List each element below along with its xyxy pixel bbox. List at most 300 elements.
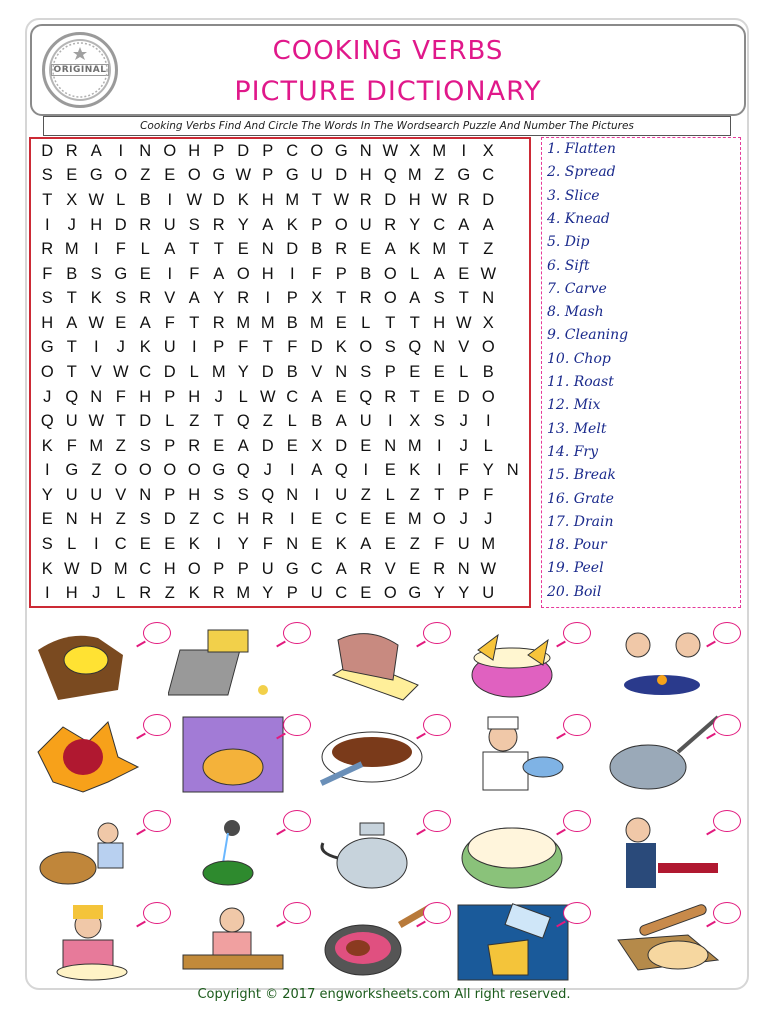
grid-letter[interactable]: B	[360, 264, 372, 283]
grid-letter[interactable]: E	[384, 510, 396, 529]
grid-letter[interactable]: R	[384, 387, 397, 406]
grid-letter[interactable]: X	[66, 190, 78, 209]
grid-letter[interactable]: B	[139, 190, 151, 209]
grid-letter[interactable]: X	[482, 141, 494, 160]
grid-letter[interactable]: E	[409, 362, 421, 381]
grid-letter[interactable]: Q	[359, 387, 373, 406]
grid-letter[interactable]: D	[457, 387, 470, 406]
grid-letter[interactable]: X	[311, 289, 323, 308]
grid-letter[interactable]: N	[286, 535, 299, 554]
grid-letter[interactable]: R	[212, 584, 225, 603]
grid-letter[interactable]: L	[116, 584, 126, 603]
grid-letter[interactable]: T	[336, 289, 347, 308]
grid-letter[interactable]: Q	[408, 338, 422, 357]
grid-letter[interactable]: A	[262, 215, 274, 234]
grid-letter[interactable]: U	[261, 559, 274, 578]
grid-letter[interactable]: G	[212, 166, 226, 185]
grid-letter[interactable]: D	[286, 240, 299, 259]
grid-letter[interactable]: P	[286, 289, 298, 308]
grid-letter[interactable]: E	[311, 535, 323, 554]
number-answer-bubble[interactable]	[143, 810, 171, 832]
number-answer-bubble[interactable]	[143, 714, 171, 736]
grid-letter[interactable]: L	[189, 362, 199, 381]
grid-letter[interactable]: M	[309, 313, 324, 332]
grid-letter[interactable]: D	[261, 362, 274, 381]
grid-letter[interactable]: V	[458, 338, 470, 357]
grid-letter[interactable]: U	[163, 215, 176, 234]
grid-letter[interactable]: N	[506, 461, 519, 480]
grid-letter[interactable]: R	[65, 141, 78, 160]
grid-letter[interactable]: W	[333, 190, 350, 209]
grid-letter[interactable]: E	[360, 240, 372, 259]
grid-letter[interactable]: P	[164, 485, 176, 504]
grid-letter[interactable]: G	[408, 584, 422, 603]
number-answer-bubble[interactable]	[563, 810, 591, 832]
number-answer-bubble[interactable]	[423, 714, 451, 736]
grid-letter[interactable]: I	[44, 215, 50, 234]
number-answer-bubble[interactable]	[423, 810, 451, 832]
grid-letter[interactable]: M	[211, 362, 226, 381]
grid-letter[interactable]: Z	[409, 485, 420, 504]
grid-letter[interactable]: C	[286, 387, 299, 406]
grid-letter[interactable]	[501, 557, 526, 582]
grid-letter[interactable]: P	[262, 166, 274, 185]
grid-letter[interactable]: J	[214, 387, 223, 406]
grid-letter[interactable]: K	[41, 436, 53, 455]
grid-letter[interactable]: F	[434, 535, 445, 554]
grid-letter[interactable]: K	[139, 338, 151, 357]
grid-letter[interactable]: R	[212, 313, 225, 332]
grid-letter[interactable]: Z	[360, 485, 371, 504]
grid-letter[interactable]: I	[363, 461, 369, 480]
grid-letter[interactable]: D	[310, 338, 323, 357]
grid-letter[interactable]: L	[140, 240, 150, 259]
grid-letter[interactable]: D	[212, 190, 225, 209]
grid-letter[interactable]: W	[88, 313, 105, 332]
grid-letter[interactable]: J	[116, 338, 125, 357]
grid-letter[interactable]: L	[67, 535, 77, 554]
grid-letter[interactable]	[501, 213, 526, 238]
grid-letter[interactable]: S	[433, 289, 445, 308]
grid-letter[interactable]: N	[335, 362, 348, 381]
grid-letter[interactable]: W	[63, 559, 80, 578]
grid-letter[interactable]: H	[90, 215, 103, 234]
grid-letter[interactable]: O	[114, 461, 128, 480]
grid-letter[interactable]: V	[115, 485, 127, 504]
grid-letter[interactable]: L	[116, 190, 126, 209]
grid-letter[interactable]: S	[237, 485, 249, 504]
grid-letter[interactable]: I	[289, 510, 295, 529]
number-answer-bubble[interactable]	[143, 622, 171, 644]
grid-letter[interactable]: G	[285, 559, 299, 578]
grid-letter[interactable]: P	[458, 485, 470, 504]
grid-letter[interactable]: E	[433, 362, 445, 381]
grid-letter[interactable]: A	[66, 313, 78, 332]
grid-letter[interactable]: A	[311, 461, 323, 480]
grid-letter[interactable]: R	[212, 215, 225, 234]
grid-letter[interactable]: F	[458, 461, 469, 480]
grid-letter[interactable]: G	[334, 141, 348, 160]
grid-letter[interactable]: L	[385, 485, 395, 504]
grid-letter[interactable]: R	[433, 559, 446, 578]
grid-letter[interactable]: M	[113, 559, 128, 578]
grid-letter[interactable]: H	[188, 141, 201, 160]
grid-letter[interactable]: Y	[213, 289, 225, 308]
grid-letter[interactable]: X	[311, 436, 323, 455]
grid-letter[interactable]: U	[482, 584, 495, 603]
grid-letter[interactable]: F	[262, 535, 273, 554]
grid-letter[interactable]: D	[41, 141, 54, 160]
grid-letter[interactable]: E	[458, 264, 470, 283]
number-answer-bubble[interactable]	[713, 810, 741, 832]
grid-letter[interactable]: S	[90, 264, 102, 283]
grid-letter[interactable]: U	[359, 412, 372, 431]
grid-letter[interactable]: K	[41, 559, 53, 578]
number-answer-bubble[interactable]	[283, 622, 311, 644]
grid-letter[interactable]	[501, 508, 526, 533]
grid-letter[interactable]	[501, 188, 526, 213]
word-search-grid[interactable]	[29, 137, 531, 608]
grid-letter[interactable]: T	[66, 362, 77, 381]
grid-letter[interactable]: D	[261, 436, 274, 455]
grid-letter[interactable]: V	[311, 362, 323, 381]
grid-letter[interactable]: A	[384, 240, 396, 259]
grid-letter[interactable]: O	[114, 166, 128, 185]
grid-letter[interactable]: Z	[91, 461, 102, 480]
grid-letter[interactable]: S	[41, 535, 53, 554]
grid-letter[interactable]: D	[335, 166, 348, 185]
grid-letter[interactable]: E	[335, 387, 347, 406]
grid-letter[interactable]: I	[93, 535, 99, 554]
grid-letter[interactable]: S	[41, 166, 53, 185]
grid-letter[interactable]: E	[213, 436, 225, 455]
grid-letter[interactable]: I	[44, 461, 50, 480]
grid-letter[interactable]: W	[480, 264, 497, 283]
grid-letter[interactable]: S	[139, 510, 151, 529]
grid-letter[interactable]: T	[385, 313, 396, 332]
grid-letter[interactable]: I	[289, 461, 295, 480]
grid-letter[interactable]: R	[359, 190, 372, 209]
grid-letter[interactable]: T	[262, 338, 273, 357]
grid-letter[interactable]: S	[213, 485, 225, 504]
grid-letter[interactable]: A	[164, 240, 176, 259]
grid-letter[interactable]: F	[238, 338, 249, 357]
grid-letter[interactable]: P	[311, 215, 323, 234]
grid-letter[interactable]: J	[459, 510, 468, 529]
grid-letter[interactable]	[501, 532, 526, 557]
grid-letter[interactable]	[501, 237, 526, 262]
grid-letter[interactable]: H	[408, 190, 421, 209]
grid-letter[interactable]: C	[310, 559, 323, 578]
grid-letter[interactable]: E	[384, 461, 396, 480]
grid-letter[interactable]: I	[167, 264, 173, 283]
grid-letter[interactable]: W	[480, 559, 497, 578]
grid-letter[interactable]: H	[41, 313, 54, 332]
grid-letter[interactable]: R	[261, 510, 274, 529]
grid-letter[interactable]	[501, 434, 526, 459]
grid-letter[interactable]: O	[481, 338, 495, 357]
grid-letter[interactable]: P	[286, 584, 298, 603]
grid-letter[interactable]: K	[409, 240, 421, 259]
grid-letter[interactable]: I	[265, 289, 271, 308]
grid-letter[interactable]: Y	[41, 485, 53, 504]
grid-letter[interactable]: V	[384, 559, 396, 578]
grid-letter[interactable]: D	[384, 190, 397, 209]
grid-letter[interactable]: E	[164, 166, 176, 185]
grid-letter[interactable]: U	[90, 485, 103, 504]
grid-letter[interactable]: J	[92, 584, 101, 603]
grid-letter[interactable]	[501, 581, 526, 606]
grid-letter[interactable]: Q	[40, 412, 54, 431]
grid-letter[interactable]: W	[112, 362, 129, 381]
grid-letter[interactable]: Z	[115, 510, 126, 529]
grid-letter[interactable]: G	[114, 264, 128, 283]
grid-letter[interactable]: C	[212, 510, 225, 529]
grid-letter[interactable]: A	[237, 436, 249, 455]
grid-letter[interactable]: A	[360, 535, 372, 554]
grid-letter[interactable]: M	[260, 313, 275, 332]
grid-letter[interactable]: H	[237, 510, 250, 529]
grid-letter[interactable]: Q	[65, 387, 79, 406]
number-answer-bubble[interactable]	[283, 810, 311, 832]
grid-letter[interactable]: E	[384, 535, 396, 554]
grid-letter[interactable]: O	[187, 461, 201, 480]
grid-letter[interactable]: R	[457, 190, 470, 209]
grid-letter[interactable]: Z	[189, 510, 200, 529]
grid-letter[interactable]: D	[163, 362, 176, 381]
grid-letter[interactable]: N	[482, 289, 495, 308]
grid-letter[interactable]: S	[41, 289, 53, 308]
grid-letter[interactable]: E	[335, 313, 347, 332]
grid-letter[interactable]: O	[187, 166, 201, 185]
grid-letter[interactable]: A	[139, 313, 151, 332]
grid-letter[interactable]: W	[235, 166, 252, 185]
grid-letter[interactable]: B	[66, 264, 78, 283]
grid-letter[interactable]: C	[335, 510, 348, 529]
grid-letter[interactable]: K	[188, 584, 200, 603]
grid-letter[interactable]: E	[139, 535, 151, 554]
grid-letter[interactable]: N	[65, 510, 78, 529]
grid-letter[interactable]: Y	[237, 215, 249, 234]
grid-letter[interactable]: M	[89, 436, 104, 455]
grid-letter[interactable]: Z	[483, 240, 494, 259]
grid-letter[interactable]: T	[213, 240, 224, 259]
grid-letter[interactable]: I	[485, 412, 491, 431]
number-answer-bubble[interactable]	[563, 902, 591, 924]
grid-letter[interactable]: Y	[409, 215, 421, 234]
grid-letter[interactable]: Y	[458, 584, 470, 603]
grid-letter[interactable]: I	[93, 338, 99, 357]
grid-letter[interactable]: I	[216, 535, 222, 554]
number-answer-bubble[interactable]	[563, 622, 591, 644]
grid-letter[interactable]: W	[431, 190, 448, 209]
grid-letter[interactable]: F	[115, 240, 126, 259]
grid-letter[interactable]: U	[335, 485, 348, 504]
grid-letter[interactable]: Q	[383, 166, 397, 185]
grid-letter[interactable]: A	[90, 141, 102, 160]
grid-letter[interactable]: L	[410, 264, 420, 283]
grid-letter[interactable]: O	[163, 141, 177, 160]
grid-letter[interactable]: I	[289, 264, 295, 283]
grid-letter[interactable]	[501, 385, 526, 410]
grid-letter[interactable]: F	[164, 313, 175, 332]
grid-letter[interactable]: O	[138, 461, 152, 480]
number-answer-bubble[interactable]	[283, 902, 311, 924]
grid-letter[interactable]: L	[287, 412, 297, 431]
grid-letter[interactable]: Q	[261, 485, 275, 504]
number-answer-bubble[interactable]	[563, 714, 591, 736]
grid-letter[interactable]: U	[310, 166, 323, 185]
grid-letter[interactable]: T	[189, 240, 200, 259]
grid-letter[interactable]: T	[458, 240, 469, 259]
grid-letter[interactable]: T	[213, 412, 224, 431]
grid-letter[interactable]: I	[436, 436, 442, 455]
grid-letter[interactable]: E	[286, 436, 298, 455]
grid-letter[interactable]: D	[237, 141, 250, 160]
grid-letter[interactable]: M	[285, 190, 300, 209]
grid-letter[interactable]: O	[481, 387, 495, 406]
grid-letter[interactable]: B	[482, 362, 494, 381]
grid-letter[interactable]: R	[359, 289, 372, 308]
grid-letter[interactable]: C	[482, 166, 495, 185]
grid-letter[interactable]: H	[261, 264, 274, 283]
grid-letter[interactable]: I	[44, 584, 50, 603]
grid-letter[interactable]: O	[334, 215, 348, 234]
grid-letter[interactable]: N	[90, 387, 103, 406]
grid-letter[interactable]: R	[359, 559, 372, 578]
grid-letter[interactable]: A	[458, 215, 470, 234]
grid-letter[interactable]: O	[383, 289, 397, 308]
grid-letter[interactable]: O	[236, 264, 250, 283]
grid-letter[interactable]: K	[286, 215, 298, 234]
grid-letter[interactable]: T	[66, 289, 77, 308]
grid-letter[interactable]: W	[186, 190, 203, 209]
grid-letter[interactable]: P	[164, 387, 176, 406]
grid-letter[interactable]: Z	[189, 412, 200, 431]
grid-letter[interactable]: L	[165, 412, 175, 431]
grid-letter[interactable]: P	[262, 141, 274, 160]
grid-letter[interactable]: G	[40, 338, 54, 357]
grid-letter[interactable]: W	[88, 412, 105, 431]
grid-letter[interactable]: N	[457, 559, 470, 578]
grid-letter[interactable]: H	[188, 485, 201, 504]
grid-letter[interactable]: J	[263, 461, 272, 480]
grid-letter[interactable]: S	[433, 412, 445, 431]
grid-letter[interactable]: K	[237, 190, 249, 209]
grid-letter[interactable]: R	[139, 584, 152, 603]
grid-letter[interactable]: D	[482, 190, 495, 209]
grid-letter[interactable]: M	[236, 313, 251, 332]
grid-letter[interactable]: A	[188, 289, 200, 308]
grid-letter[interactable]: H	[163, 559, 176, 578]
grid-letter[interactable]	[501, 409, 526, 434]
grid-letter[interactable]: T	[409, 387, 420, 406]
grid-letter[interactable]: O	[40, 362, 54, 381]
grid-letter[interactable]	[501, 360, 526, 385]
grid-letter[interactable]: E	[433, 387, 445, 406]
grid-letter[interactable]: Q	[236, 461, 250, 480]
grid-letter[interactable]: N	[286, 485, 299, 504]
grid-letter[interactable]: Y	[433, 584, 445, 603]
grid-letter[interactable]: G	[212, 461, 226, 480]
grid-letter[interactable]: N	[384, 436, 397, 455]
grid-letter[interactable]: G	[285, 166, 299, 185]
grid-letter[interactable]: H	[261, 190, 274, 209]
grid-letter[interactable]	[501, 336, 526, 361]
grid-letter[interactable]: L	[459, 362, 469, 381]
grid-letter[interactable]: R	[41, 240, 54, 259]
grid-letter[interactable]: Y	[237, 362, 249, 381]
grid-letter[interactable]: Y	[237, 535, 249, 554]
grid-letter[interactable]: A	[335, 559, 347, 578]
grid-letter[interactable]: J	[459, 412, 468, 431]
grid-letter[interactable]: M	[407, 436, 422, 455]
grid-letter[interactable]: C	[335, 584, 348, 603]
grid-letter[interactable]: H	[90, 510, 103, 529]
grid-letter[interactable]: X	[409, 141, 421, 160]
grid-letter[interactable]: C	[139, 559, 152, 578]
grid-letter[interactable]: P	[213, 338, 225, 357]
grid-letter[interactable]: J	[459, 436, 468, 455]
grid-letter[interactable]: M	[407, 166, 422, 185]
grid-letter[interactable]: E	[41, 510, 53, 529]
grid-letter[interactable]: F	[287, 338, 298, 357]
grid-letter[interactable]: X	[409, 412, 421, 431]
grid-letter[interactable]: V	[90, 362, 102, 381]
grid-letter[interactable]: O	[310, 141, 324, 160]
grid-letter[interactable]: I	[436, 461, 442, 480]
grid-letter[interactable]: I	[118, 141, 124, 160]
grid-letter[interactable]: U	[359, 215, 372, 234]
grid-letter[interactable]: E	[360, 436, 372, 455]
grid-letter[interactable]: A	[213, 264, 225, 283]
grid-letter[interactable]: E	[311, 510, 323, 529]
grid-letter[interactable]: C	[433, 215, 446, 234]
grid-letter[interactable]: K	[90, 289, 102, 308]
grid-letter[interactable]: O	[163, 461, 177, 480]
grid-letter[interactable]: A	[433, 264, 445, 283]
grid-letter[interactable]: W	[88, 190, 105, 209]
grid-letter[interactable]: D	[163, 510, 176, 529]
grid-letter[interactable]: B	[286, 362, 298, 381]
grid-letter[interactable]: T	[458, 289, 469, 308]
number-answer-bubble[interactable]	[143, 902, 171, 924]
grid-letter[interactable]: G	[457, 166, 471, 185]
grid-letter[interactable]: A	[409, 289, 421, 308]
grid-letter[interactable]: I	[461, 141, 467, 160]
grid-letter[interactable]: S	[384, 338, 396, 357]
grid-letter[interactable]: E	[409, 559, 421, 578]
grid-letter[interactable]: N	[261, 240, 274, 259]
grid-letter[interactable]: R	[384, 215, 397, 234]
grid-letter[interactable]: P	[213, 559, 225, 578]
grid-letter[interactable]: E	[360, 584, 372, 603]
grid-letter[interactable]: L	[238, 387, 248, 406]
grid-letter[interactable]: R	[188, 436, 201, 455]
grid-letter[interactable]: O	[432, 510, 446, 529]
grid-letter[interactable]: T	[434, 485, 445, 504]
grid-letter[interactable]: I	[93, 240, 99, 259]
grid-letter[interactable]: Z	[434, 166, 445, 185]
grid-letter[interactable]: L	[483, 436, 493, 455]
grid-letter[interactable]: S	[139, 436, 151, 455]
grid-letter[interactable]: H	[359, 166, 372, 185]
grid-letter[interactable]: E	[66, 166, 78, 185]
grid-letter[interactable]: W	[382, 141, 399, 160]
grid-letter[interactable]: J	[484, 510, 493, 529]
grid-letter[interactable]: D	[335, 436, 348, 455]
grid-letter[interactable]: S	[115, 289, 127, 308]
